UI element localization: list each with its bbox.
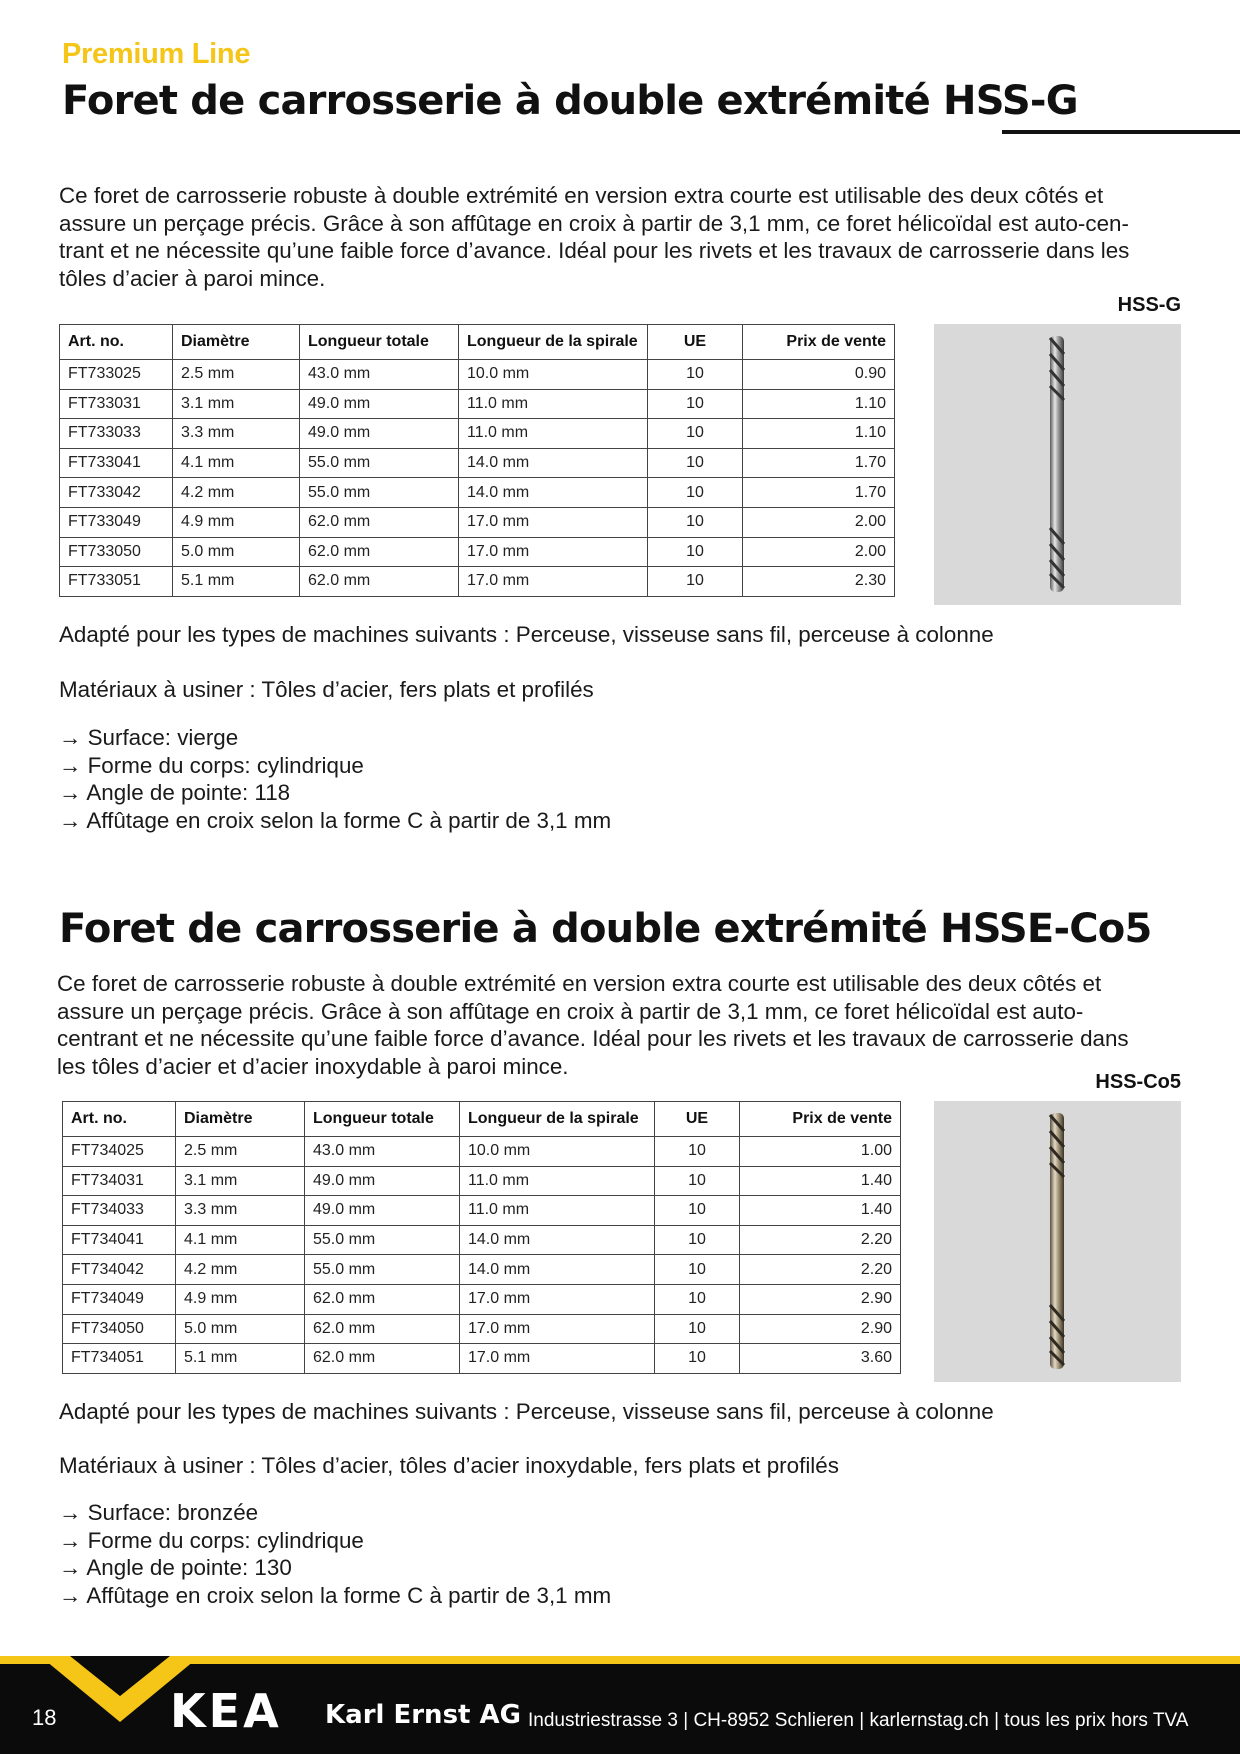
cell-total-length: 62.0 mm	[300, 567, 459, 597]
cell-spiral-length: 17.0 mm	[460, 1344, 655, 1374]
table-header-row	[60, 325, 895, 360]
cell-spiral-length: 17.0 mm	[460, 1284, 655, 1314]
footer-contact-info: Industriestrasse 3 | CH-8952 Schlieren | karlernstag.ch | tous les prix hors TVA	[528, 1710, 1189, 1731]
desc-line: Ce foret de carrosserie robuste à double extrémité en version extra courte est utilisable des deux côtés et	[57, 971, 1102, 996]
cell-ue: 10	[655, 1314, 740, 1344]
cell-art-no: FT733050	[60, 537, 173, 567]
cell-art-no: FT733042	[60, 478, 173, 508]
cell-art-no: FT734041	[63, 1225, 176, 1255]
section1-materials: Matériaux à usiner : Tôles d’acier, fers plats et profilés	[59, 677, 594, 702]
brand-company-name: Karl Ernst AG	[325, 1700, 521, 1730]
section2-title: Foret de carrosserie à double extrémité HSSE-Co5	[59, 906, 1152, 952]
cell-ue: 10	[655, 1137, 740, 1167]
cell-spiral-length: 14.0 mm	[460, 1255, 655, 1285]
title-underline	[1002, 130, 1240, 134]
cell-spiral-length: 10.0 mm	[460, 1137, 655, 1167]
brand-logo: KEA	[170, 1684, 282, 1738]
cell-diameter: 4.9 mm	[173, 507, 300, 537]
table-row	[60, 360, 895, 390]
table-row	[63, 1344, 901, 1374]
table-row	[63, 1255, 901, 1285]
cell-total-length: 62.0 mm	[305, 1284, 460, 1314]
cell-art-no: FT733033	[60, 419, 173, 449]
cell-art-no: FT733051	[60, 567, 173, 597]
table-row	[60, 448, 895, 478]
cell-spiral-length: 11.0 mm	[460, 1196, 655, 1226]
cell-diameter: 5.1 mm	[176, 1344, 305, 1374]
cell-ue: 10	[655, 1344, 740, 1374]
cell-diameter: 4.2 mm	[176, 1255, 305, 1285]
cell-spiral-length: 14.0 mm	[459, 478, 648, 508]
desc-line: assure un perçage précis. Grâce à son affûtage en croix à partir de 3,1 mm, ce foret hélicoïdal est auto-	[57, 998, 1084, 1024]
feature-item: → Forme du corps: cylindrique	[59, 752, 364, 778]
section1-image-label: HSS-G	[1117, 294, 1181, 316]
section1-machines: Adapté pour les types de machines suivants : Perceuse, visseuse sans fil, perceuse à colonne	[59, 622, 994, 647]
cell-spiral-length: 17.0 mm	[460, 1314, 655, 1344]
cell-ue: 10	[655, 1284, 740, 1314]
section1-description	[59, 182, 1189, 292]
feature-item: → Affûtage en croix selon la forme C à partir de 3,1 mm	[59, 807, 612, 833]
cell-diameter: 4.2 mm	[173, 478, 300, 508]
section2-spec-table	[62, 1101, 901, 1374]
col-header-total-length: Longueur totale	[305, 1102, 460, 1137]
table-row	[60, 389, 895, 419]
desc-line: centrant et ne nécessite qu’une faible force d’avance. Idéal pour les rivets et les travaux de carrosserie dans	[57, 1026, 1129, 1051]
table-header-row	[63, 1102, 901, 1137]
section1-feature-list	[59, 724, 611, 834]
table-row	[63, 1137, 901, 1167]
cell-ue: 10	[648, 478, 743, 508]
page-number: 18	[32, 1705, 57, 1730]
col-header-diameter: Diamètre	[176, 1102, 305, 1137]
cell-diameter: 2.5 mm	[173, 360, 300, 390]
cell-ue: 10	[648, 389, 743, 419]
table-row	[60, 567, 895, 597]
cell-diameter: 3.3 mm	[176, 1196, 305, 1226]
cell-price: 2.90	[740, 1314, 901, 1344]
cell-art-no: FT734042	[63, 1255, 176, 1285]
page-title: Foret de carrosserie à double extrémité HSS-G	[62, 78, 1078, 124]
cell-spiral-length: 17.0 mm	[459, 507, 648, 537]
col-header-ue: UE	[648, 325, 743, 360]
cell-ue: 10	[648, 360, 743, 390]
table-row	[63, 1314, 901, 1344]
cell-spiral-length: 10.0 mm	[459, 360, 648, 390]
cell-art-no: FT734033	[63, 1196, 176, 1226]
cell-diameter: 3.1 mm	[176, 1166, 305, 1196]
cell-ue: 10	[655, 1196, 740, 1226]
table-row	[63, 1166, 901, 1196]
cell-total-length: 55.0 mm	[300, 478, 459, 508]
cell-price: 1.70	[743, 478, 895, 508]
desc-line: tôles d’acier à paroi mince.	[59, 265, 326, 291]
cell-total-length: 62.0 mm	[305, 1314, 460, 1344]
table-row	[60, 478, 895, 508]
cell-diameter: 5.0 mm	[176, 1314, 305, 1344]
cell-art-no: FT734050	[63, 1314, 176, 1344]
col-header-diameter: Diamètre	[173, 325, 300, 360]
cell-spiral-length: 11.0 mm	[460, 1166, 655, 1196]
cell-price: 1.70	[743, 448, 895, 478]
cell-diameter: 4.1 mm	[176, 1225, 305, 1255]
cell-art-no: FT733025	[60, 360, 173, 390]
table-row	[60, 419, 895, 449]
cell-diameter: 5.0 mm	[173, 537, 300, 567]
col-header-spiral-length: Longueur de la spirale	[459, 325, 648, 360]
col-header-art-no: Art. no.	[60, 325, 173, 360]
desc-line: trant et ne nécessite qu’une faible force d’avance. Idéal pour les rivets et les travaux de carrosserie dans les	[59, 238, 1130, 263]
col-header-price: Prix de vente	[743, 325, 895, 360]
cell-spiral-length: 14.0 mm	[460, 1225, 655, 1255]
cell-art-no: FT734051	[63, 1344, 176, 1374]
cell-price: 2.20	[740, 1255, 901, 1285]
cell-price: 3.60	[740, 1344, 901, 1374]
cell-art-no: FT734031	[63, 1166, 176, 1196]
section2-description	[57, 970, 1197, 1080]
table-row	[63, 1196, 901, 1226]
cell-total-length: 49.0 mm	[300, 389, 459, 419]
table-row	[60, 507, 895, 537]
feature-item: → Forme du corps: cylindrique	[59, 1527, 364, 1553]
col-header-ue: UE	[655, 1102, 740, 1137]
cell-spiral-length: 14.0 mm	[459, 448, 648, 478]
cell-total-length: 43.0 mm	[305, 1137, 460, 1167]
table-row	[63, 1284, 901, 1314]
cell-total-length: 55.0 mm	[300, 448, 459, 478]
section2-machines: Adapté pour les types de machines suivants : Perceuse, visseuse sans fil, perceuse à colonne	[59, 1399, 994, 1424]
desc-line: les tôles d’acier et d’acier inoxydable à paroi mince.	[57, 1053, 569, 1079]
section1-spec-table	[59, 324, 895, 597]
feature-item: → Affûtage en croix selon la forme C à partir de 3,1 mm	[59, 1582, 612, 1608]
desc-line: assure un perçage précis. Grâce à son affûtage en croix à partir de 3,1 mm, ce foret hélicoïdal est auto-cen-	[59, 210, 1129, 236]
cell-total-length: 62.0 mm	[300, 507, 459, 537]
section2-materials: Matériaux à usiner : Tôles d’acier, tôles d’acier inoxydable, fers plats et profilés	[59, 1453, 839, 1478]
col-header-price: Prix de vente	[740, 1102, 901, 1137]
feature-item: → Surface: vierge	[59, 725, 239, 750]
premium-line-kicker: Premium Line	[62, 38, 251, 70]
cell-diameter: 4.1 mm	[173, 448, 300, 478]
cell-price: 1.40	[740, 1196, 901, 1226]
cell-ue: 10	[648, 507, 743, 537]
table-row	[60, 537, 895, 567]
cell-ue: 10	[655, 1255, 740, 1285]
col-header-spiral-length: Longueur de la spirale	[460, 1102, 655, 1137]
cell-price: 1.10	[743, 419, 895, 449]
cell-price: 2.90	[740, 1284, 901, 1314]
cell-diameter: 2.5 mm	[176, 1137, 305, 1167]
cell-total-length: 62.0 mm	[305, 1344, 460, 1374]
cell-total-length: 49.0 mm	[300, 419, 459, 449]
cell-total-length: 62.0 mm	[300, 537, 459, 567]
cell-ue: 10	[648, 448, 743, 478]
cell-price: 2.30	[743, 567, 895, 597]
col-header-total-length: Longueur totale	[300, 325, 459, 360]
table-row	[63, 1225, 901, 1255]
desc-line: Ce foret de carrosserie robuste à double extrémité en version extra courte est utilisable des deux côtés et	[59, 183, 1104, 208]
cell-art-no: FT733041	[60, 448, 173, 478]
cell-art-no: FT733031	[60, 389, 173, 419]
cell-price: 1.10	[743, 389, 895, 419]
cell-price: 1.00	[740, 1137, 901, 1167]
col-header-art-no: Art. no.	[63, 1102, 176, 1137]
cell-total-length: 55.0 mm	[305, 1255, 460, 1285]
cell-ue: 10	[648, 419, 743, 449]
cell-diameter: 3.1 mm	[173, 389, 300, 419]
cell-price: 2.20	[740, 1225, 901, 1255]
product-photo-hss-g	[934, 324, 1181, 605]
product-photo-hss-co5	[934, 1101, 1181, 1382]
cell-art-no: FT733049	[60, 507, 173, 537]
cell-ue: 10	[648, 537, 743, 567]
cell-spiral-length: 17.0 mm	[459, 567, 648, 597]
cell-ue: 10	[648, 567, 743, 597]
feature-item: → Surface: bronzée	[59, 1500, 259, 1525]
cell-ue: 10	[655, 1225, 740, 1255]
cell-price: 1.40	[740, 1166, 901, 1196]
section2-image-label: HSS-Co5	[1095, 1071, 1181, 1093]
feature-item: → Angle de pointe: 118	[59, 780, 291, 805]
cell-art-no: FT734049	[63, 1284, 176, 1314]
cell-spiral-length: 17.0 mm	[459, 537, 648, 567]
cell-total-length: 49.0 mm	[305, 1196, 460, 1226]
feature-item: → Angle de pointe: 130	[59, 1555, 292, 1580]
cell-spiral-length: 11.0 mm	[459, 419, 648, 449]
cell-price: 2.00	[743, 507, 895, 537]
cell-diameter: 3.3 mm	[173, 419, 300, 449]
cell-diameter: 5.1 mm	[173, 567, 300, 597]
cell-total-length: 49.0 mm	[305, 1166, 460, 1196]
cell-price: 2.00	[743, 537, 895, 567]
cell-diameter: 4.9 mm	[176, 1284, 305, 1314]
cell-total-length: 43.0 mm	[300, 360, 459, 390]
cell-spiral-length: 11.0 mm	[459, 389, 648, 419]
cell-total-length: 55.0 mm	[305, 1225, 460, 1255]
cell-art-no: FT734025	[63, 1137, 176, 1167]
cell-ue: 10	[655, 1166, 740, 1196]
section2-feature-list	[59, 1499, 611, 1609]
cell-price: 0.90	[743, 360, 895, 390]
